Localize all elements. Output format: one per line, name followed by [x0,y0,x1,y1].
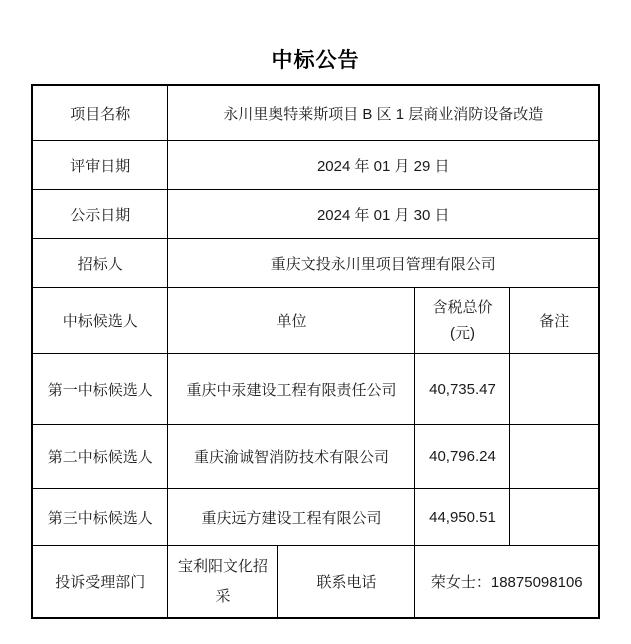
contact-phone-value: 荣女士：18875098106 [415,546,599,619]
project-name-value: 永川里奥特莱斯项目 B 区 1 层商业消防设备改造 [168,85,599,141]
table-row-tenderer [32,239,599,288]
complaint-department: 宝利阳文化招采 [168,546,278,619]
candidate-3-company: 重庆远方建设工程有限公司 [168,489,415,546]
page-title: 中标公告 [271,49,360,72]
review-date-label: 评审日期 [32,141,168,190]
candidates-header-price [415,288,510,354]
table-row-candidates-header [32,288,599,354]
complaint-label: 投诉受理部门 [32,546,168,619]
candidate-2-remark [510,425,599,489]
table-row-candidate-3 [32,489,599,546]
table-row-publicity-date [32,190,599,239]
table-row-candidate-1 [32,354,599,425]
candidate-1-company: 重庆中汞建设工程有限责任公司 [168,354,415,425]
candidate-1-price: 40,735.47 [415,354,510,425]
contact-phone-label: 联系电话 [278,546,415,619]
publicity-date-label: 公示日期 [32,190,168,239]
candidate-3-rank: 第三中标候选人 [32,489,168,546]
candidate-3-remark [510,489,599,546]
table-row-complaint [32,546,599,619]
table-row-review-date [32,141,599,190]
price-header-line2: (元) [449,324,475,342]
project-name-label: 项目名称 [32,85,168,141]
price-header-line1: 含税总价 [432,298,493,316]
candidate-2-company: 重庆渝诚智消防技术有限公司 [168,425,415,489]
candidate-2-price: 40,796.24 [415,425,510,489]
publicity-date-value: 2024 年 01 月 30 日 [168,190,599,239]
announcement-table [31,84,600,619]
candidate-3-price: 44,950.51 [415,489,510,546]
table-row-candidate-2 [32,425,599,489]
candidates-header-company: 单位 [168,288,415,354]
candidate-2-rank: 第二中标候选人 [32,425,168,489]
table-row-project-name [32,85,599,141]
candidate-1-remark [510,354,599,425]
candidates-header-remark: 备注 [510,288,599,354]
tenderer-value: 重庆文投永川里项目管理有限公司 [168,239,599,288]
tenderer-label: 招标人 [32,239,168,288]
review-date-value: 2024 年 01 月 29 日 [168,141,599,190]
candidate-1-rank: 第一中标候选人 [32,354,168,425]
candidates-header-rank: 中标候选人 [32,288,168,354]
